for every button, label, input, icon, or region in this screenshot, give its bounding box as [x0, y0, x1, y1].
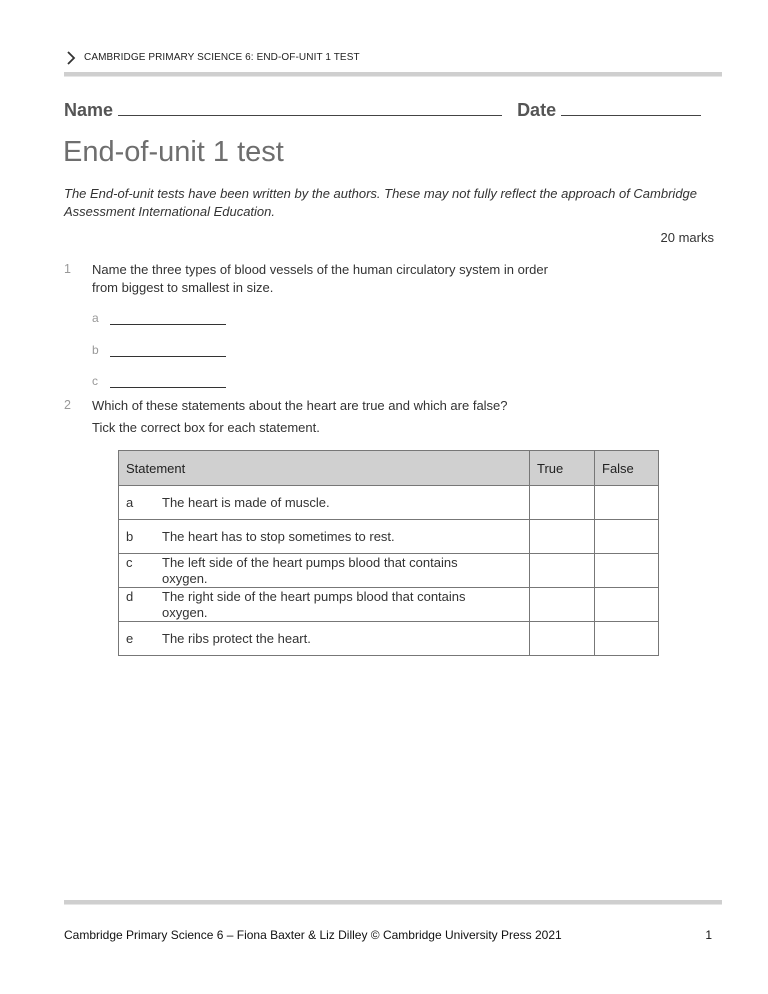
row-letter: a [126, 494, 134, 510]
answer-line[interactable] [110, 386, 226, 388]
statement-text: The heart is made of muscle. [162, 494, 330, 510]
statement-text: The ribs protect the heart. [162, 630, 311, 646]
statement-cell [119, 622, 530, 656]
statement-text: The right side of the heart pumps blood that contains oxygen. [162, 588, 466, 620]
statement-cell [119, 554, 530, 588]
false-header: False [595, 451, 659, 486]
answer-part-label: c [92, 374, 98, 388]
name-date-line [64, 97, 701, 121]
page-title: End-of-unit 1 test [63, 136, 284, 168]
footer-credit: Cambridge Primary Science 6 – Fiona Baxter & Liz Dilley © Cambridge University Press 2021 [64, 928, 562, 942]
running-header: CAMBRIDGE PRIMARY SCIENCE 6: END-OF-UNIT 1 TEST [84, 52, 360, 63]
chevron-right-icon [64, 50, 78, 66]
answer-part-label: a [92, 311, 99, 325]
row-letter: e [126, 630, 134, 646]
statement-text: The heart has to stop sometimes to rest. [162, 528, 395, 544]
total-marks: 20 marks [660, 230, 714, 245]
question-number: 2 [64, 398, 71, 412]
statement-text: The left side of the heart pumps blood that contains oxygen. [162, 554, 458, 586]
row-letter: c [126, 554, 133, 570]
footer-divider [64, 900, 722, 905]
question-instruction: Tick the correct box for each statement. [92, 420, 320, 435]
intro-text: The End-of-unit tests have been written by the authors. These may not fully reflect the approach of Cambridge Assessment International Education. [64, 186, 698, 219]
statement-cell [119, 588, 530, 622]
true-checkbox[interactable] [530, 622, 595, 656]
answer-line[interactable] [110, 355, 226, 357]
statement-header: Statement [119, 451, 530, 486]
true-false-table [118, 450, 659, 656]
name-field[interactable] [118, 97, 502, 116]
false-checkbox[interactable] [595, 486, 659, 520]
question-text [92, 261, 548, 297]
answer-line[interactable] [110, 323, 226, 325]
true-checkbox[interactable] [530, 486, 595, 520]
true-checkbox[interactable] [530, 554, 595, 588]
question-text-line: from biggest to smallest in size. [92, 280, 274, 295]
table-row [119, 520, 659, 554]
row-letter: d [126, 588, 134, 604]
table-row [119, 622, 659, 656]
false-checkbox[interactable] [595, 588, 659, 622]
question-text-line: Name the three types of blood vessels of the human circulatory system in order [92, 262, 548, 277]
true-checkbox[interactable] [530, 588, 595, 622]
question-number: 1 [64, 262, 71, 276]
false-checkbox[interactable] [595, 622, 659, 656]
false-checkbox[interactable] [595, 520, 659, 554]
date-field[interactable] [561, 97, 701, 116]
header-divider [64, 72, 722, 77]
true-checkbox[interactable] [530, 520, 595, 554]
statement-cell [119, 486, 530, 520]
statement-cell [119, 520, 530, 554]
true-header: True [530, 451, 595, 486]
false-checkbox[interactable] [595, 554, 659, 588]
answer-part-label: b [92, 343, 99, 357]
table-row [119, 486, 659, 520]
table-row [119, 588, 659, 622]
name-label: Name [64, 100, 114, 120]
row-letter: b [126, 528, 134, 544]
date-label: Date [517, 100, 557, 120]
question-text: Which of these statements about the heart are true and which are false? [92, 398, 508, 413]
table-row [119, 554, 659, 588]
page-number: 1 [705, 928, 712, 942]
